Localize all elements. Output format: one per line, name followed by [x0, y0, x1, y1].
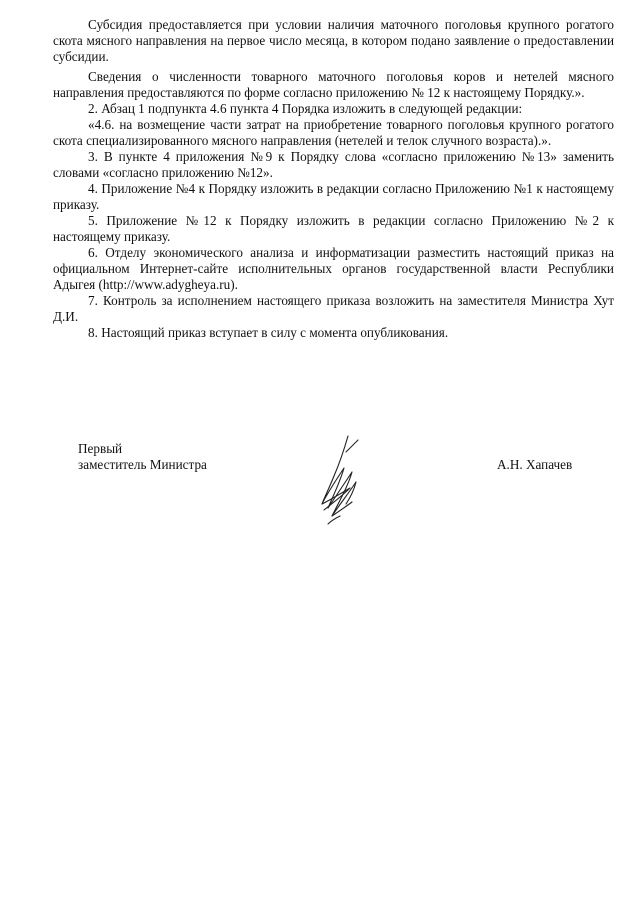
paragraph-item-7: 7. Контроль за исполнением настоящего приказа возложить на заместителя Министра Хут Д.И.: [53, 293, 614, 324]
paragraph-subsidy-condition: Субсидия предоставляется при условии наличия маточного поголовья крупного рогатого скота мясного направления на первое число месяца, в котором подано заявление о предоставлении субсидии.: [53, 17, 614, 64]
paragraph-item-3: 3. В пункте 4 приложения №9 к Порядку слова «согласно приложению №13» заменить словами «согласно приложению №12».: [53, 149, 614, 180]
signer-position: [78, 441, 207, 473]
paragraph-livestock-info: Сведения о численности товарного маточного поголовья коров и нетелей мясного направления предоставляются по форме согласно приложению № 12 к настоящему Порядку.».: [53, 69, 614, 100]
paragraph-item-5: 5. Приложение №12 к Порядку изложить в редакции согласно Приложению №2 к настоящему приказу.: [53, 213, 614, 244]
signer-position-line1: Первый: [78, 441, 123, 456]
paragraph-item-4: 4. Приложение №4 к Порядку изложить в редакции согласно Приложению №1 к настоящему приказу.: [53, 181, 614, 212]
paragraph-item-2-quote: «4.6. на возмещение части затрат на приобретение товарного поголовья крупного рогатого скота специализированного мясного направления (нетелей и телок случного возраста).».: [53, 117, 614, 148]
handwritten-signature: [310, 432, 370, 528]
signer-position-line2: заместитель Министра: [78, 457, 207, 472]
paragraph-item-6: 6. Отделу экономического анализа и информатизации разместить настоящий приказ на официальном Интернет-сайте исполнительных органов государственной власти Республики Адыгея (http://www.adygheya.ru).: [53, 245, 614, 292]
paragraph-item-2: 2. Абзац 1 подпункта 4.6 пункта 4 Порядка изложить в следующей редакции:: [88, 101, 523, 116]
signer-name: А.Н. Хапачев: [497, 457, 573, 472]
paragraph-item-8: 8. Настоящий приказ вступает в силу с момента опубликования.: [88, 325, 449, 340]
document-body: [53, 17, 614, 341]
